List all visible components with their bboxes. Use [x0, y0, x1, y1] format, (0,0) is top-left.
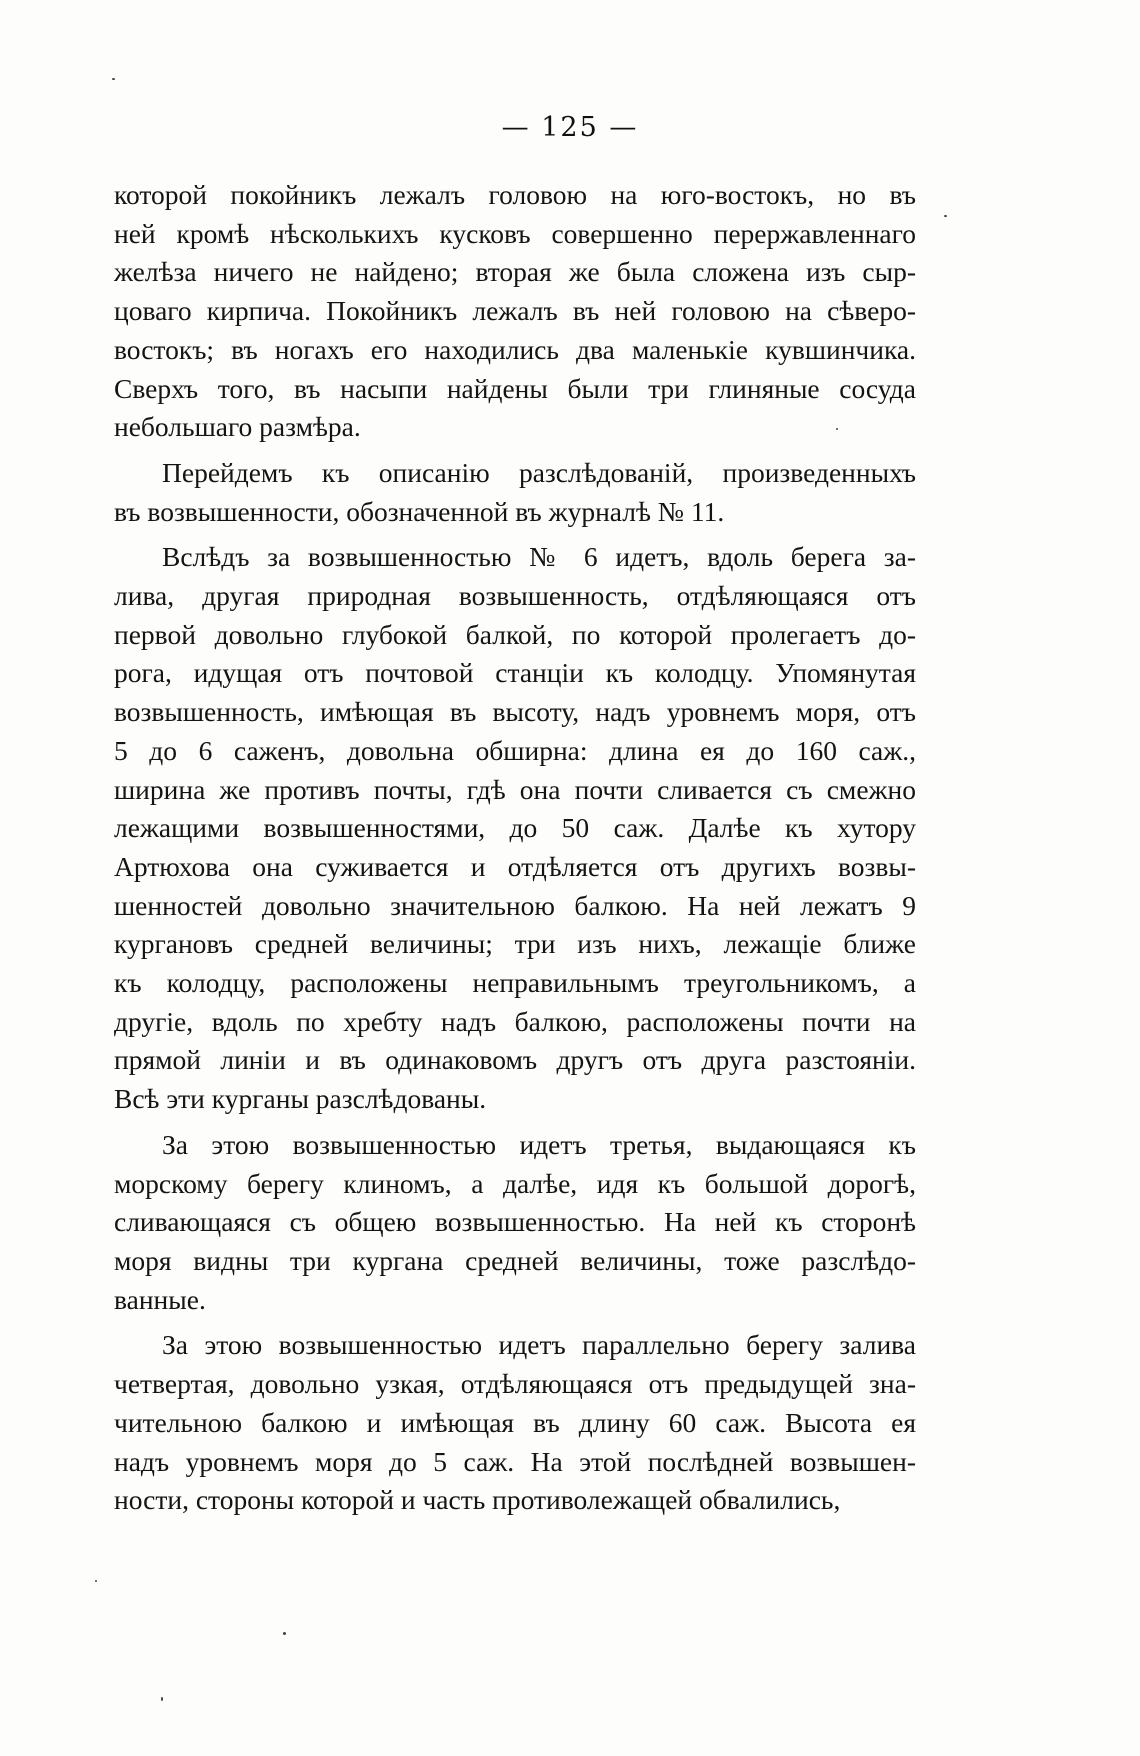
- text-line: сливающаяся съ общею возвышенностью. На ней къ сторонѣ: [114, 1206, 916, 1238]
- text-line: въ возвышенности, обозначенной въ журналѣ № 11.: [114, 495, 725, 527]
- text-line: кургановъ средней величины; три изъ нихъ, лежащіе ближе: [114, 928, 916, 960]
- text-line: надъ уровнемъ моря до 5 саж. На этой послѣдней возвышен-: [114, 1445, 916, 1477]
- text-line: За этою возвышенностью идетъ третья, выдающаяся къ: [162, 1128, 916, 1160]
- text-line: ности, стороны которой и часть противолежащей обвалились,: [114, 1484, 841, 1516]
- text-line: Сверхъ того, въ насыпи найдены были три глиняные сосуда: [114, 372, 916, 404]
- text-line: желѣза ничего не найдено; вторая же была сложена изъ сыр-: [114, 256, 916, 288]
- text-line: Вслѣдъ за возвышенностью № 6 идетъ, вдоль берега за-: [162, 541, 916, 573]
- text-line: ванные.: [114, 1283, 206, 1315]
- text-line: прямой линіи и въ одинаковомъ другъ отъ друга разстояніи.: [114, 1044, 916, 1076]
- scan-speck: [836, 428, 838, 430]
- scan-speck: [112, 78, 115, 80]
- text-line: Артюхова она суживается и отдѣляется отъ другихъ возвы-: [114, 850, 916, 882]
- paragraph: [114, 538, 916, 1119]
- text-line: шенностей довольно значительною балкою. На ней лежатъ 9: [114, 889, 916, 921]
- text-line: цоваго кирпича. Покойникъ лежалъ въ ней головою на сѣверо-: [114, 295, 916, 327]
- text-line: ширина же противъ почты, гдѣ она почти сливается съ смежно: [114, 773, 916, 805]
- text-line: Перейдемъ къ описанію разслѣдованій, произведенныхъ: [162, 456, 916, 488]
- text-line: 5 до 6 саженъ, довольна обширна: длина ея до 160 саж.,: [114, 734, 916, 766]
- text-line: морскому берегу клиномъ, а далѣе, идя къ большой дорогѣ,: [114, 1167, 916, 1199]
- paragraph: [114, 1326, 916, 1520]
- text-line: лива, другая природная возвышенность, отдѣляющаяся отъ: [114, 580, 916, 612]
- text-line: востокъ; въ ногахъ его находились два маленькіе кувшинчика.: [114, 333, 916, 365]
- body-text: [114, 176, 916, 1527]
- text-line: четвертая, довольно узкая, отдѣляющаяся отъ предыдущей зна-: [114, 1368, 916, 1400]
- page-number: — 125 —: [501, 112, 639, 143]
- text-line: моря видны три кургана средней величины, тоже разслѣдо-: [114, 1244, 916, 1276]
- text-line: лежащими возвышенностями, до 50 саж. Далѣе къ хутору: [114, 812, 916, 844]
- text-line: первой довольно глубокой балкой, по которой пролегаетъ до-: [114, 618, 916, 650]
- paragraph: [114, 176, 916, 447]
- scan-speck: [944, 215, 947, 217]
- text-line: небольшаго размѣра.: [114, 411, 361, 443]
- text-line: За этою возвышенностью идетъ параллельно берегу залива: [162, 1329, 916, 1361]
- text-line: другіе, вдоль по хребту надъ балкою, расположены почти на: [114, 1005, 916, 1037]
- text-line: къ колодцу, расположены неправильнымъ треугольникомъ, а: [114, 967, 916, 999]
- text-line: возвышенность, имѣющая въ высоту, надъ уровнемъ моря, отъ: [114, 696, 916, 728]
- scan-speck: [95, 1580, 97, 1582]
- text-line: ней кромѣ нѣсколькихъ кусковъ совершенно перержавленнаго: [114, 217, 916, 249]
- text-line: чительною балкою и имѣющая въ длину 60 саж. Высота ея: [114, 1406, 916, 1438]
- paragraph: [114, 1126, 916, 1320]
- text-line: Всѣ эти курганы разслѣдованы.: [114, 1083, 487, 1115]
- paragraph: [114, 454, 916, 531]
- text-line: которой покойникъ лежалъ головою на юго-востокъ, но въ: [114, 179, 916, 210]
- text-line: рога, идущая отъ почтовой станціи къ колодцу. Упомянутая: [114, 657, 916, 689]
- scan-speck: [283, 1632, 286, 1635]
- scan-speck: [161, 1697, 163, 1701]
